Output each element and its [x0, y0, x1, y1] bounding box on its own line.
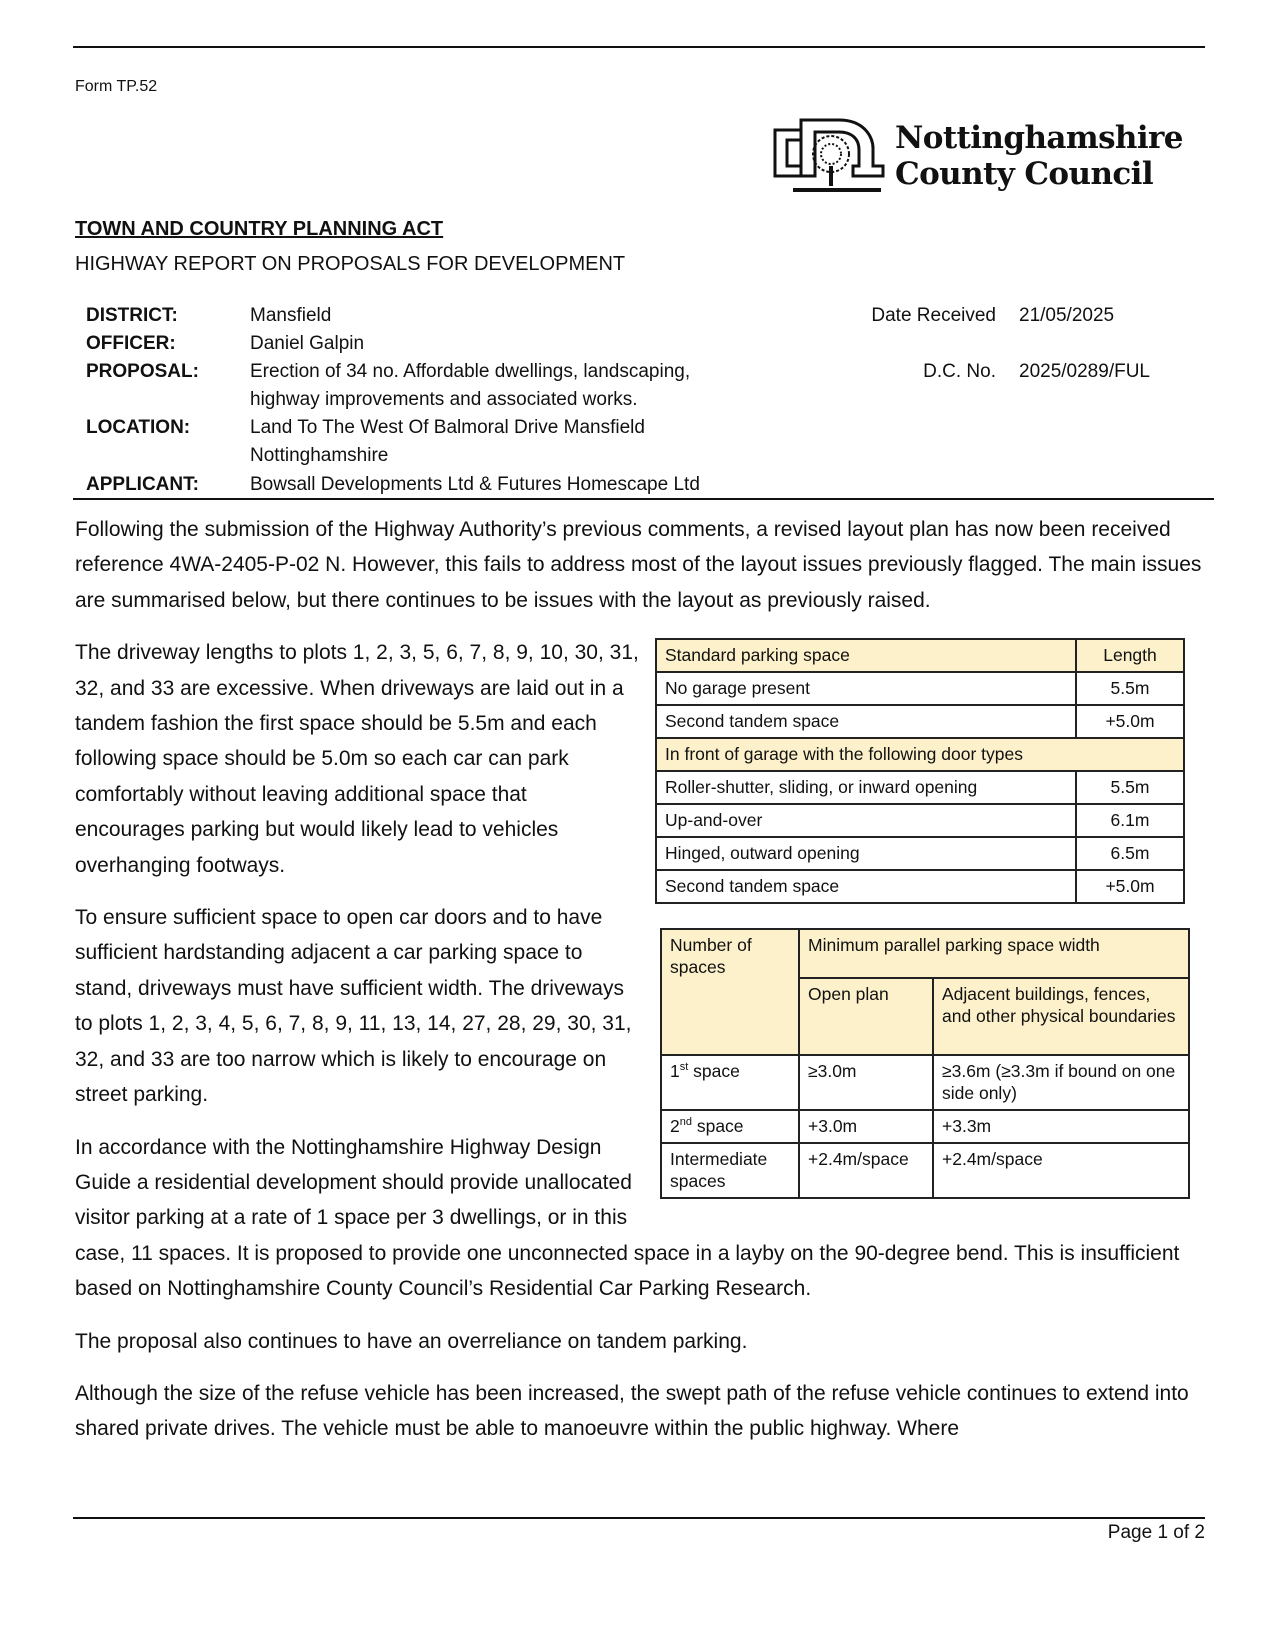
applicant-label: APPLICANT:	[86, 474, 199, 495]
dc-number-value: 2025/0289/FUL	[1019, 361, 1150, 382]
location-value: Land To The West Of Balmoral Drive Mansfield Nottinghamshire	[250, 417, 645, 466]
location-label: LOCATION:	[86, 417, 191, 438]
district-value: Mansfield	[250, 305, 332, 326]
paragraph: The proposal also continues to have an overreliance on tandem parking.	[75, 1329, 748, 1353]
applicant-value: Bowsall Developments Ltd & Futures Homescape Ltd	[250, 474, 700, 495]
form-id: Form TP.52	[75, 78, 158, 95]
parking-width-table	[660, 928, 1190, 1199]
paragraph: The driveway lengths to plots 1, 2, 3, 5, 6, 7, 8, 9, 10, 30, 31, 32, and 33 are excessive. When driveways are laid out in a tandem fashion the first space should be 5.5m and each following space should be 5.0m so each car can park comfortably without leaving additional space that encourages parking but would likely lead to vehicles overhanging footways.	[75, 641, 639, 877]
paragraph: To ensure sufficient space to open car doors and to have sufficient hardstanding adjacent a car parking space to stand, driveways must have sufficient width. The driveways to plots 1, 2, 3, 4, 5, 6, 7, 8, 9, 11, 13, 14, 27, 28, 29, 30, 31, 32, and 33 are too narrow which is likely to encourage on street parking.	[75, 906, 632, 1107]
district-label: DISTRICT:	[86, 305, 178, 326]
act-heading: TOWN AND COUNTRY PLANNING ACT	[75, 218, 444, 240]
parking-tables	[655, 638, 1200, 1199]
table-header-row: Standard parking space Length	[656, 639, 1184, 672]
officer-value: Daniel Galpin	[250, 333, 365, 354]
paragraph: Following the submission of the Highway Authority’s previous comments, a revised layout plan has now been received reference 4WA-2405-P-02 N. However, this fails to address most of the layout issues previously flagged. The main issues are summarised below, but there continues to be issues with the layout as previously raised.	[75, 518, 1202, 612]
report-title: HIGHWAY REPORT ON PROPOSALS FOR DEVELOPMENT	[75, 253, 626, 275]
table-row: Roller-shutter, sliding, or inward opening 5.5m	[656, 771, 1184, 804]
table-row: Intermediate spaces +2.4m/space +2.4m/space	[661, 1143, 1189, 1198]
table-row: Hinged, outward opening 6.5m	[656, 837, 1184, 870]
proposal-value: Erection of 34 no. Affordable dwellings, landscaping, highway improvements and associated works.	[250, 361, 691, 410]
table-header-row: Number of spaces Minimum parallel parking space width	[661, 929, 1189, 978]
table-subheader-row: Open plan Adjacent buildings, fences, and other physical boundaries	[661, 978, 1189, 1055]
council-logo	[773, 118, 1203, 196]
date-received-value: 21/05/2025	[1019, 305, 1115, 326]
footer-rule	[73, 1517, 1205, 1519]
dc-number-label: D.C. No.	[923, 361, 996, 382]
table-row: Second tandem space +5.0m	[656, 870, 1184, 903]
tree-emblem-icon	[773, 118, 885, 196]
date-received-label: Date Received	[871, 305, 996, 326]
page-number: Page 1 of 2	[1107, 1522, 1205, 1543]
details-rule	[73, 498, 1214, 500]
table-row: 2nd space +3.0m +3.3m	[661, 1110, 1189, 1143]
report-body	[75, 512, 1215, 1464]
proposal-label: PROPOSAL:	[86, 361, 199, 382]
table-subheader-row: In front of garage with the following door types	[656, 738, 1184, 771]
paragraph: In accordance with the Nottinghamshire Highway Design Guide a residential development should provide unallocated visitor parking at a rate of 1 space per 3 dwellings, or in this case, 11 spaces. It is proposed to provide one unconnected space in a layby on the 90-degree bend. This is insufficient based on Nottinghamshire County Council’s Residential Car Parking Research.	[75, 1135, 1180, 1301]
logo-text: Nottinghamshire County Council	[895, 120, 1183, 192]
parking-length-table	[655, 638, 1185, 904]
top-rule	[73, 46, 1205, 48]
paragraph: Although the size of the refuse vehicle has been increased, the swept path of the refuse vehicle continues to extend into shared private drives. The vehicle must be able to manoeuvre within the public highway. Where	[75, 1381, 1189, 1441]
table-row: 1st space ≥3.0m ≥3.6m (≥3.3m if bound on one side only)	[661, 1055, 1189, 1110]
table-row: No garage present 5.5m	[656, 672, 1184, 705]
table-row: Second tandem space +5.0m	[656, 705, 1184, 738]
table-row: Up-and-over 6.1m	[656, 804, 1184, 837]
officer-label: OFFICER:	[86, 333, 176, 354]
